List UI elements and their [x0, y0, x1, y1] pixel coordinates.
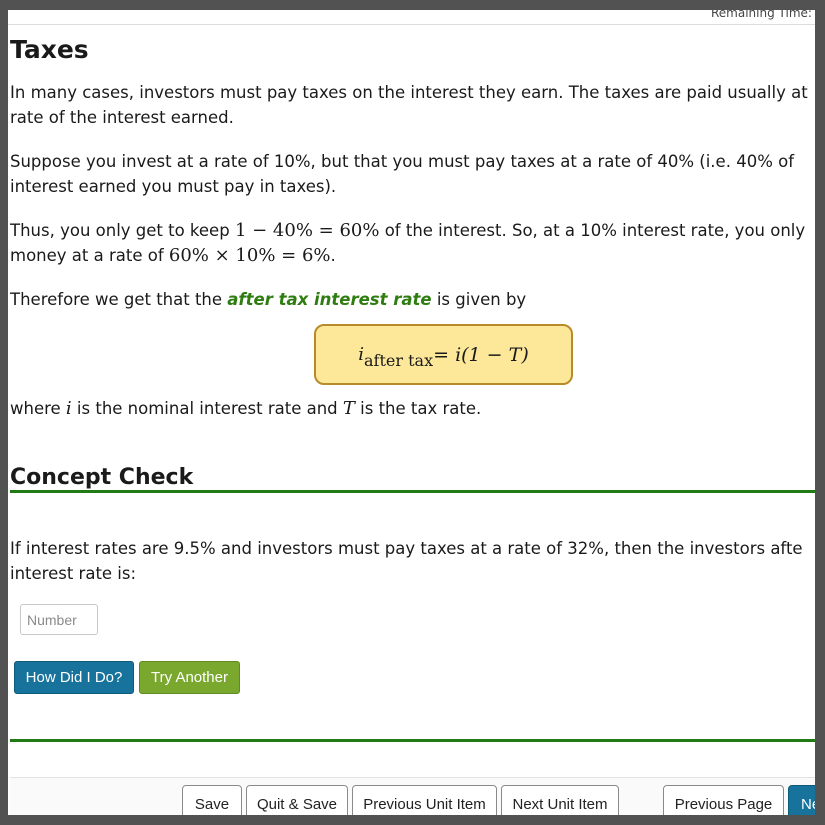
therefore-post: is given by — [431, 290, 527, 309]
paragraph-intro: In many cases, investors must pay taxes on the interest they earn. The taxes are paid usually at — [10, 83, 808, 102]
rate-math: 60% × 10% = 6% — [168, 245, 331, 266]
keep-text-post: of the interest. So, at a 10% interest rate, you only — [379, 221, 806, 240]
concept-check-heading: Concept Check — [10, 465, 194, 490]
formula-base: i — [358, 344, 365, 365]
formula-subscript: after tax — [364, 351, 434, 370]
formula-rest: = i(1 − T) — [433, 343, 529, 366]
paragraph-example-cont: interest earned you must pay in taxes). — [10, 177, 337, 196]
rate-text-pre: money at a rate of — [10, 246, 169, 265]
section-divider-bottom — [10, 739, 815, 742]
paragraph-therefore — [10, 287, 825, 312]
formula-box — [314, 324, 573, 385]
paragraph-intro-cont: rate of the interest earned. — [10, 108, 234, 127]
var-t: T — [342, 398, 355, 419]
page-title: Taxes — [10, 35, 89, 64]
quit-save-button[interactable]: Quit & Save — [246, 785, 348, 821]
where-mid: is the nominal interest rate and — [71, 399, 343, 418]
try-another-button[interactable]: Try Another — [139, 661, 240, 694]
save-button[interactable]: Save — [182, 785, 242, 821]
next-page-button[interactable]: Ne — [788, 785, 825, 821]
keep-math: 1 − 40% = 60% — [234, 220, 380, 241]
question-text-cont: interest rate is: — [10, 564, 137, 583]
paragraph-example: Suppose you invest at a rate of 10%, but that you must pay taxes at a rate of 40% (i.e. 40% of — [10, 152, 795, 171]
question-text: If interest rates are 9.5% and investors must pay taxes at a rate of 32%, then the investors afte — [10, 539, 803, 558]
paragraph-keep-cont — [10, 243, 825, 268]
keep-text-pre: Thus, you only get to keep — [10, 221, 235, 240]
answer-number-input[interactable] — [20, 604, 98, 635]
after-tax-rate-highlight: after tax interest rate — [227, 290, 432, 309]
previous-unit-item-button[interactable]: Previous Unit Item — [352, 785, 497, 821]
where-post: is the tax rate. — [354, 399, 482, 418]
paragraph-keep — [10, 218, 825, 243]
next-unit-item-button[interactable]: Next Unit Item — [501, 785, 619, 821]
section-divider-top — [10, 490, 815, 493]
header-divider — [0, 24, 825, 25]
therefore-pre: Therefore we get that the — [10, 290, 228, 309]
var-i: i — [65, 398, 72, 419]
how-did-i-do-button[interactable]: How Did I Do? — [14, 661, 134, 694]
where-pre: where — [10, 399, 66, 418]
previous-page-button[interactable]: Previous Page — [663, 785, 784, 821]
remaining-time: Remaining Time: ( — [711, 6, 821, 20]
lesson-content — [10, 34, 825, 312]
rate-text-post: . — [330, 246, 336, 265]
paragraph-where — [10, 396, 481, 421]
